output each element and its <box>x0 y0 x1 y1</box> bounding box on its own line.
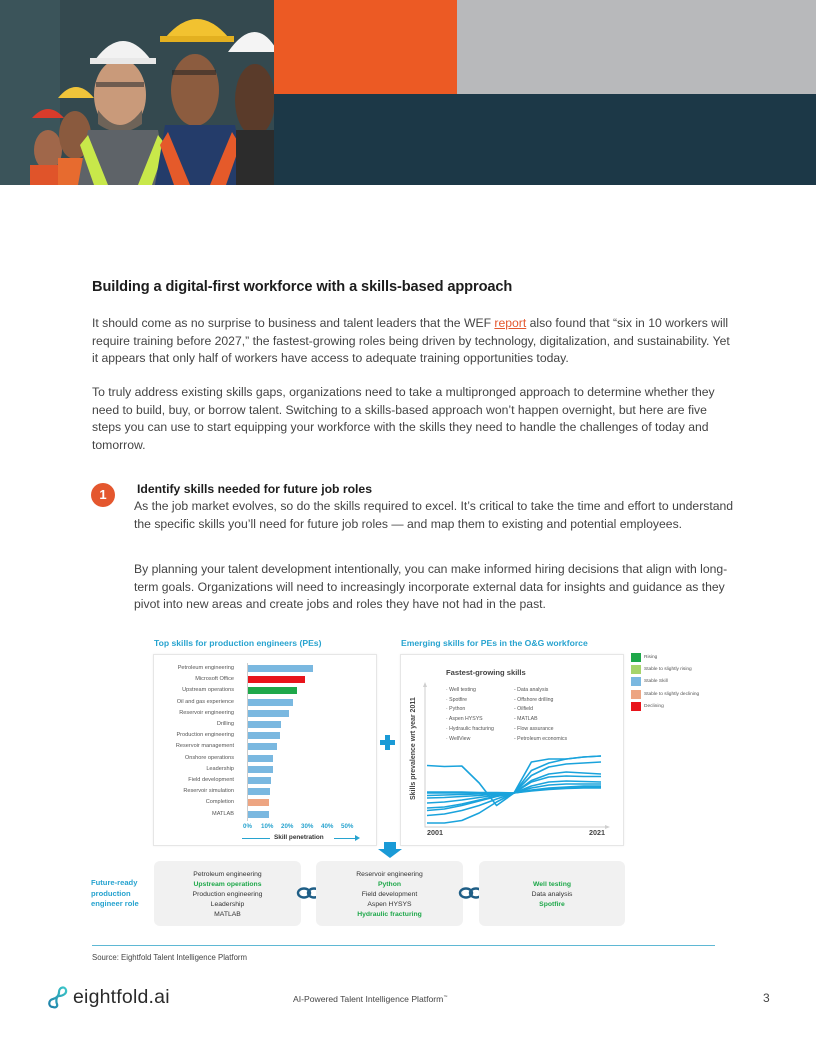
bullet-icon: - <box>514 735 518 742</box>
x-tick: 0% <box>243 823 252 830</box>
bullet-icon: · <box>446 687 450 693</box>
approach-paragraph: To truly address existing skills gaps, organizations need to take a multipronged approach to determine whether they need to build, buy, or borrow talent. Switching to a skills-based approach won’t happen overnight, but here are five steps you can use to start equipping your workforce with the skills they need to handle the challenges of today and tomorrow. <box>92 385 715 452</box>
left-chart-title: Top skills for production engineers (PEs) <box>154 638 322 648</box>
x-tick: 10% <box>261 823 274 830</box>
workers-photo <box>0 0 274 185</box>
bar <box>248 788 270 795</box>
bar <box>248 755 273 762</box>
legend-item <box>631 653 657 662</box>
step-number-badge: 1 <box>91 483 115 507</box>
logo-wordmark: eightfold.ai <box>73 985 170 1008</box>
bullet-icon: - <box>514 696 518 703</box>
bullet-icon: - <box>514 687 518 693</box>
bar-label: Onshore operations <box>184 754 234 761</box>
year-end-label: 2021 <box>589 828 605 837</box>
bar-label: Petroleum engineering <box>177 665 234 671</box>
bar <box>248 699 293 706</box>
bar-label: Reservoir simulation <box>183 788 234 795</box>
skill-name: Oilfield <box>517 706 534 713</box>
bar-label: Upstream operations <box>182 687 234 694</box>
legend-label: Stable to slightly declining <box>644 691 700 697</box>
workers-photo-illustration <box>0 0 274 185</box>
report-link[interactable]: report <box>494 316 527 330</box>
bullet-icon: - <box>514 725 518 732</box>
role-label-line: production <box>91 888 131 898</box>
skill-name: Petroleum economics <box>517 735 568 742</box>
step-title: Identify skills needed for future job roles <box>137 482 372 496</box>
intro-text-end: also found that “six in 10 workers will require training before 2027,” the fastest-growing roles being driven by technology, digitalization, and sustainability. Yet it appears that only half of workers have access to adequate training opportunities today. <box>92 316 730 365</box>
fastest-growing-title: Fastest-growing skills <box>446 668 526 677</box>
source-divider <box>92 945 715 946</box>
skill-name: WellView <box>449 735 471 742</box>
x-tick: 50% <box>341 823 354 830</box>
role-skill: Data analysis <box>531 891 573 898</box>
skill-name: Offshore drilling <box>517 696 554 703</box>
role-skill-emerging: Upstream operations <box>193 881 262 888</box>
role-card-existing <box>154 861 301 926</box>
bar <box>248 743 277 750</box>
legend-item <box>631 702 664 711</box>
plus-icon <box>380 735 395 750</box>
legend-item <box>631 677 668 686</box>
bullet-icon: · <box>446 725 450 732</box>
step-paragraph-1: As the job market evolves, so do the skills required to excel. It’s critical to take the time and effort to understand the specific skills you’ll need for future job roles — and map them to existing and potential employees. <box>134 499 734 531</box>
skill-name: Hydraulic fracturing <box>449 725 494 732</box>
bar <box>248 665 313 672</box>
bar <box>248 799 269 806</box>
role-skill-emerging: Python <box>377 881 402 888</box>
role-skill: Reservoir engineering <box>356 871 423 878</box>
legend-label: Stable Skill <box>644 679 668 685</box>
role-label-line: engineer role <box>91 899 139 908</box>
bar-label: Reservoir management <box>175 743 234 750</box>
role-skill: Production engineering <box>192 891 263 898</box>
eightfold-infinity-icon <box>47 985 69 1009</box>
bullet-icon: · <box>446 735 450 742</box>
intro-paragraph <box>92 315 732 368</box>
hero-banner <box>0 0 816 185</box>
role-skill: Leadership <box>210 901 245 908</box>
bar-label: Field development <box>188 777 234 783</box>
eightfold-logo[interactable] <box>47 985 170 1009</box>
skill-name: Python <box>449 706 466 713</box>
bar-label: MATLAB <box>212 810 234 817</box>
skill-name: Data analysis <box>517 687 549 693</box>
skill-name: Flow assurance <box>517 725 554 732</box>
role-skill: Petroleum engineering <box>193 871 262 878</box>
legend-swatch <box>631 653 641 662</box>
footer-tagline <box>293 994 447 1004</box>
line-chart-plot <box>401 655 625 847</box>
bar <box>248 721 281 728</box>
x-axis-title: Skill penetration <box>274 834 324 841</box>
bar <box>248 676 305 683</box>
trend-line <box>427 772 601 808</box>
legend-label: Declining <box>644 703 664 709</box>
x-tick: 20% <box>281 823 294 830</box>
down-arrow-icon <box>377 842 403 858</box>
legend-label: Stable to slightly rising <box>644 667 692 673</box>
skill-name: Well testing <box>449 687 476 693</box>
bullet-icon: · <box>446 716 449 723</box>
legend-swatch <box>631 665 641 674</box>
top-skills-bar-chart <box>153 654 377 846</box>
role-label-line: Future-ready <box>91 878 138 887</box>
section-title: Building a digital-first workforce with a skills-based approach <box>92 279 513 295</box>
trademark-mark: ™ <box>443 994 448 1000</box>
source-note: Source: Eightfold Talent Intelligence Platform <box>92 953 248 962</box>
hero-grey-block <box>457 0 816 94</box>
legend-swatch <box>631 690 641 699</box>
bullet-icon: · <box>446 706 450 713</box>
page-number: 3 <box>763 991 770 1005</box>
bullet-icon: - <box>514 716 518 723</box>
legend-swatch <box>631 677 641 686</box>
bullet-icon: - <box>514 706 518 713</box>
role-skill: MATLAB <box>214 911 241 918</box>
skill-name: Spotfire <box>449 696 468 703</box>
legend-label: Rising <box>644 655 658 660</box>
hero-orange-block <box>274 0 457 94</box>
right-chart-title: Emerging skills for PEs in the O&G workforce <box>401 638 588 648</box>
role-skill-emerging: Hydraulic fracturing <box>357 911 422 918</box>
bar-label: Completion <box>205 799 234 806</box>
legend-item <box>631 690 699 699</box>
axis-line-left <box>242 838 270 839</box>
role-skill-emerging: Well testing <box>532 881 572 888</box>
x-tick: 40% <box>321 823 334 830</box>
tagline-text: AI-Powered Talent Intelligence Platform <box>293 994 444 1004</box>
bar-label: Microsoft Office <box>195 676 234 683</box>
bullet-icon: · <box>446 696 450 703</box>
bar <box>248 777 271 784</box>
bar-label: Leadership <box>206 765 234 772</box>
y-axis-line <box>247 663 248 821</box>
bar <box>248 766 273 773</box>
bar <box>248 710 289 717</box>
x-tick: 30% <box>301 823 314 830</box>
bar-label: Drilling <box>216 721 234 727</box>
role-skill-emerging: Spotfire <box>539 901 565 908</box>
bar-label: Reservoir engineering <box>179 709 234 716</box>
intro-text-start: It should come as no surprise to business and talent leaders that the WEF <box>92 316 495 330</box>
bar-label: Production engineering <box>176 732 234 739</box>
bar <box>248 687 297 694</box>
future-ready-role-label <box>91 878 139 910</box>
y-axis-label: Skills prevalence wrt year 2011 <box>410 697 417 800</box>
role-skill: Aspen HYSYS <box>367 901 412 908</box>
legend-item <box>631 665 692 674</box>
role-card-adjacent <box>316 861 463 926</box>
bar <box>248 811 269 818</box>
skill-name: Aspen HYSYS <box>448 716 483 723</box>
emerging-skills-line-chart <box>400 654 624 846</box>
bar <box>248 732 280 739</box>
bar-label: Oil and gas experience <box>176 698 234 705</box>
year-start-label: 2001 <box>427 828 443 837</box>
hero-navy-block <box>274 94 816 185</box>
legend-swatch <box>631 702 641 711</box>
role-skill: Field development <box>361 891 418 898</box>
role-card-emerging <box>479 861 625 926</box>
step-paragraph-2: By planning your talent development intentionally, you can make informed hiring decisions that align with long-term goals. Organizations will need to increasingly incorporate external data for insights and guidance as they pivot into new areas and create jobs and roles they have not had in the past. <box>134 562 728 611</box>
axis-arrow-icon <box>355 835 360 841</box>
axis-line-right <box>334 838 356 839</box>
skill-name: MATLAB <box>517 716 538 723</box>
